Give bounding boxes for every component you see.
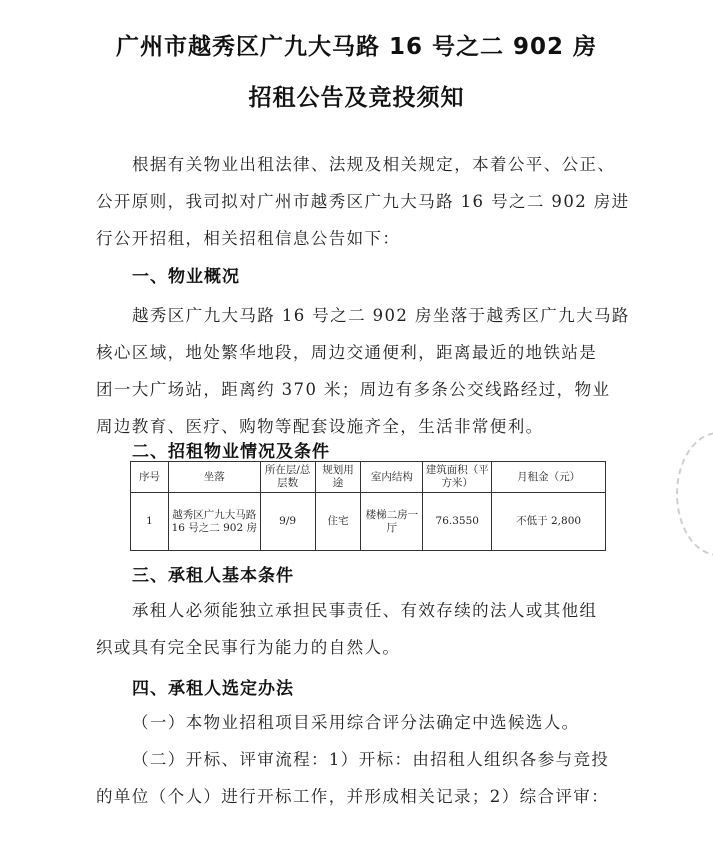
section4-line: （二）开标、评审流程：1）开标：由招租人组织各参与竞投 [132, 750, 610, 769]
table-header-row [131, 462, 606, 493]
table-cell: 楼梯二房一厅 [361, 493, 423, 551]
section3-heading: 三、承租人基本条件 [132, 566, 294, 586]
seal-stamp-icon [676, 432, 713, 556]
table-cell: 住宅 [315, 493, 361, 551]
intro-line: 行公开招租，相关招租信息公告如下： [96, 229, 401, 248]
table-cell: 不低于 2,800 [492, 493, 606, 551]
table-header-cell: 所在层/总层数 [260, 462, 315, 493]
section1-line: 团一大广场站，距离约 370 米；周边有多条公交线路经过，物业 [96, 380, 611, 399]
section3-line: 承租人必须能独立承担民事责任、有效存续的法人或其他组 [132, 601, 598, 620]
table-cell: 越秀区广九大马路 16 号之二 902 房 [168, 493, 260, 551]
document-title-line1: 广州市越秀区广九大马路 16 号之二 902 房 [115, 34, 598, 60]
section4-line: （一）本物业招租项目采用综合评分法确定中选候选人。 [132, 713, 580, 732]
section4-paragraph [96, 704, 644, 815]
section3-paragraph [96, 592, 644, 666]
intro-line: 根据有关物业出租法律、法规及相关规定，本着公平、公正、 [132, 155, 616, 174]
section2-heading: 二、招租物业情况及条件 [132, 442, 330, 462]
intro-paragraph [96, 146, 644, 257]
section1-heading: 一、物业概况 [132, 267, 240, 287]
section1-line: 周边教育、医疗、购物等配套设施齐全，生活非常便利。 [96, 417, 544, 436]
intro-line: 公开原则，我司拟对广州市越秀区广九大马路 16 号之二 902 房进 [96, 192, 630, 211]
section1-line: 核心区域，地处繁华地段，周边交通便利，距离最近的地铁站是 [96, 343, 598, 362]
table-cell: 76.3550 [423, 493, 492, 551]
table-row [131, 493, 606, 551]
section3-line: 织或具有完全民事行为能力的自然人。 [96, 638, 401, 657]
table-header-cell: 室内结构 [361, 462, 423, 493]
table-cell: 1 [131, 493, 169, 551]
section1-paragraph [96, 297, 644, 445]
table-header-cell: 建筑面积（平方米） [423, 462, 492, 493]
section4-line: 的单位（个人）进行开标工作，并形成相关记录；2）综合评审： [96, 787, 610, 806]
table-header-cell: 坐落 [168, 462, 260, 493]
section1-line: 越秀区广九大马路 16 号之二 902 房坐落于越秀区广九大马路 [132, 306, 630, 325]
table-header-cell: 规划用途 [315, 462, 361, 493]
table-header-cell: 月租金（元） [492, 462, 606, 493]
table-cell: 9/9 [260, 493, 315, 551]
table-header-cell: 序号 [131, 462, 169, 493]
property-table [130, 461, 606, 551]
section4-heading: 四、承租人选定办法 [132, 679, 294, 699]
document-title-line2: 招租公告及竞投须知 [248, 85, 465, 111]
